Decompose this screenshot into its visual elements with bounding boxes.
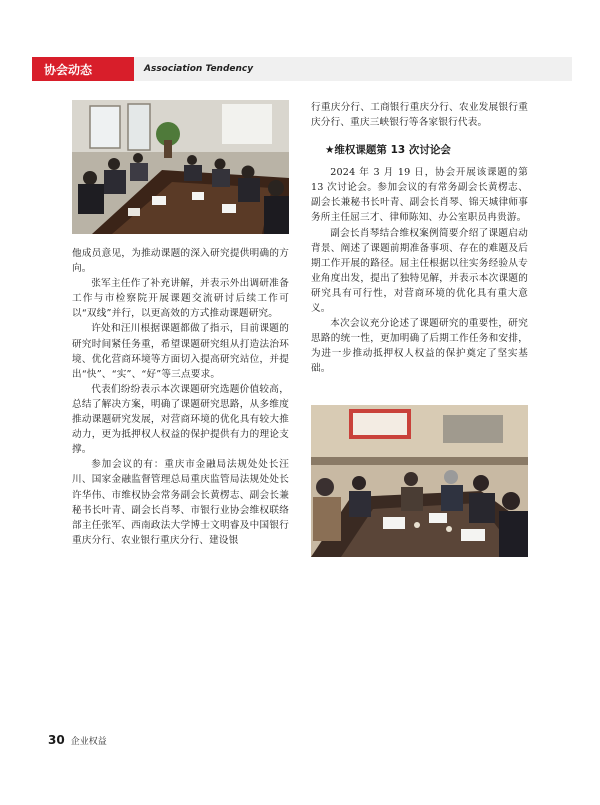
right-column <box>311 100 528 557</box>
section-header-bar <box>32 57 572 81</box>
section-title-discussion-13: ★维权课题第 13 次讨论会 <box>325 144 451 157</box>
journal-name: 企业权益 <box>70 737 107 747</box>
page-footer <box>48 733 107 747</box>
left-paragraph-1: 他成员意见，为推动课题的深入研究提供明确的方向。 <box>72 248 289 275</box>
right-paragraph-3: 本次会议充分论述了课题研究的重要性，研究思路的统一性，更加明确了后期工作任务和安排，为进一步推动抵押权人权益的保护奠定了坚实基础。 <box>311 318 528 375</box>
right-paragraph-2: 副会长肖琴结合维权案例简要介绍了课题启动背景、阐述了课题前期准备事项、存在的难题及后期工作开展的路径。屈主任根据以往实务经验从专业角度出发，提出了独特见解，并表示本次课题的研究具有可行性，对营商环境的优化具有重大意义。 <box>311 227 528 315</box>
left-paragraph-3: 许处和汪川根据课题都做了指示，目前课题的研究时间紧任务重，希望课题研究组从打造法治环境、优化营商环境等方面切入提高研究站位，并提出“快”、“实”、“好”等三点要求。 <box>72 323 289 380</box>
right-paragraph-1: 2024 年 3 月 19 日，协会开展该课题的第 13 次讨论会。参加会议的有常务副会长黄楞志、副会长兼秘书长叶青、副会长肖琴、锦天城律师事务所主任屈三才、律师陈知、办公室职员冉贵游。 <box>311 167 528 224</box>
left-column <box>72 100 289 548</box>
left-paragraph-4: 代表们纷纷表示本次课题研究选题价值较高，总结了解决方案，明确了课题研究思路，从多维度推动课题研究发展，对营商环境的优化具有较大推动力，更为抵押权人权益的保护提供有力的理论支撑。 <box>72 383 289 456</box>
left-paragraph-2: 张军主任作了补充讲解，并表示外出调研准备工作与市检察院开展课题交流研讨后续工作可以“双线”并行，以更高效的方式推动课题研究。 <box>72 278 289 320</box>
right-paragraph-continued: 行重庆分行、工商银行重庆分行、农业发展银行重庆分行、重庆三峡银行等各家银行代表。 <box>311 102 528 129</box>
meeting-photo-2-illustration <box>311 405 528 557</box>
meeting-photo-2 <box>311 405 528 557</box>
section-title-en: Association Tendency <box>144 64 254 74</box>
meeting-photo-1-illustration <box>72 100 289 234</box>
section-tab-cn: 协会动态 <box>32 57 134 81</box>
page-number: 30 <box>48 733 65 747</box>
meeting-photo-1 <box>72 100 289 234</box>
left-paragraph-5: 参加会议的有：重庆市金融局法规处处长汪川、国家金融监督管理总局重庆监管局法规处处长许华伟、市维权协会常务副会长黄楞志、副会长兼秘书长叶青、副会长肖琴、市银行业协会维权联络部主任张军、西南政法大学博士文明睿及中国银行重庆分行、农业银行重庆分行、建设银 <box>72 459 289 546</box>
